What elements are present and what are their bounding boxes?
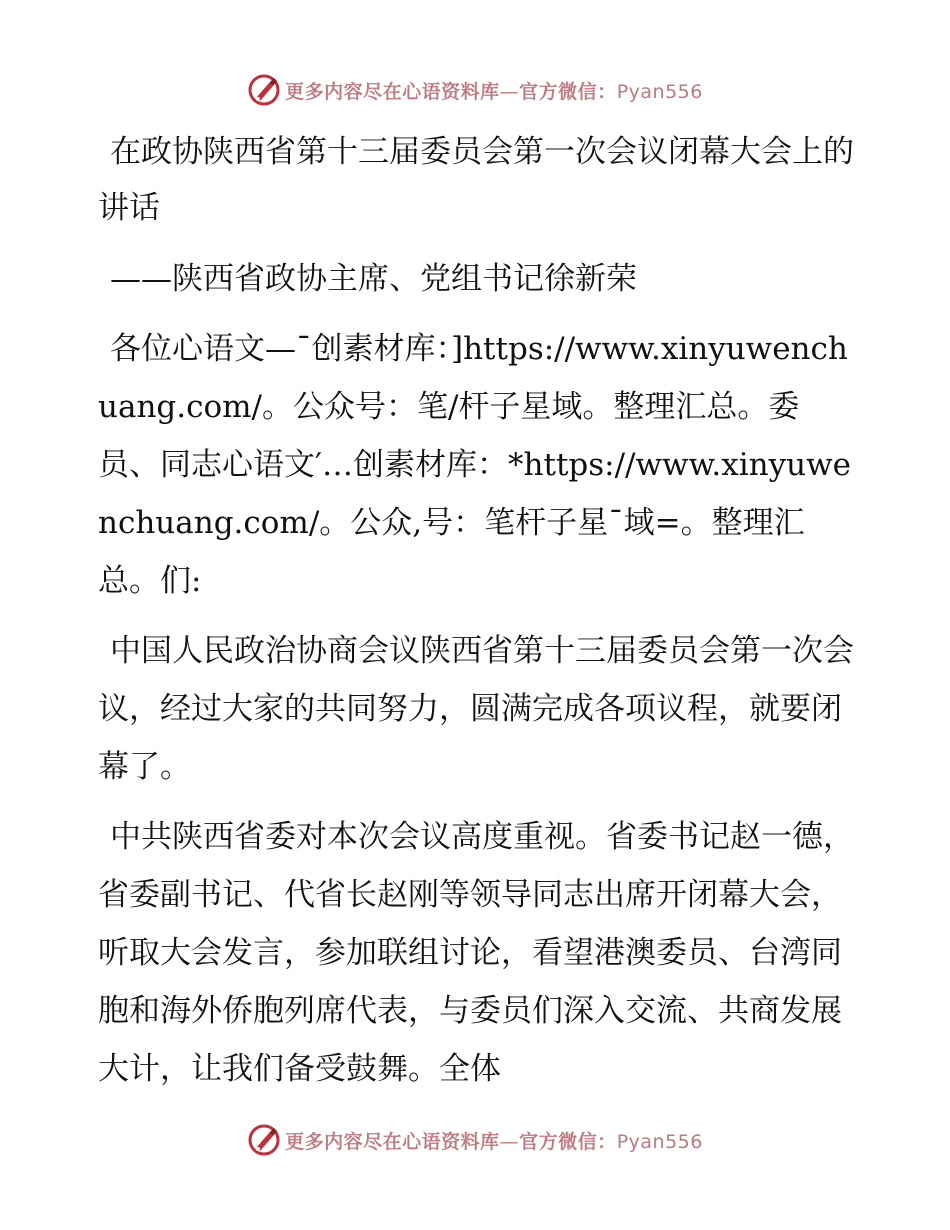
document-title: 在政协陕西省第十三届委员会第一次会议闭幕大会上的讲话 <box>98 134 854 226</box>
banner-site-text: 更多内容尽在心语资料库 <box>285 80 500 103</box>
document-paragraph: 中国人民政治协商会议陕西省第十三届委员会第一次会议，经过大家的共同努力，圆满完成各项议程，就要闭幕了。 <box>98 633 854 785</box>
banner-separator: — <box>499 80 520 103</box>
document-body <box>98 124 854 1110</box>
banner-site-text: 更多内容尽在心语资料库 <box>285 1130 500 1153</box>
footer-watermark-banner <box>0 1120 950 1160</box>
banner-separator: — <box>499 1130 520 1153</box>
pen-logo-icon <box>247 73 281 107</box>
banner-wechat-id: Pyan556 <box>616 1130 703 1153</box>
document-byline: ——陕西省政协主席、党组书记徐新荣 <box>110 261 637 297</box>
banner-text <box>285 77 703 104</box>
header-watermark-banner <box>0 70 950 110</box>
banner-text <box>285 1127 703 1154</box>
banner-wechat-id: Pyan556 <box>616 80 703 103</box>
banner-wechat-label: 官方微信： <box>519 80 617 103</box>
banner-wechat-label: 官方微信： <box>519 1130 617 1153</box>
document-paragraph: 中共陕西省委对本次会议高度重视。省委书记赵一德，省委副书记、代省长赵刚等领导同志出席开闭幕大会，听取大会发言，参加联组讨论，看望港澳委员、台湾同胞和海外侨胞列席代表，与委员们深入交流、共商发展大计，让我们备受鼓舞。全体 <box>98 819 854 1087</box>
document-greeting: 各位心语文—¯创素材库：]https://www.xinyuwenchuang.com/。公众号：笔/杆子星域。整理汇总。委员、同志心语文′…创素材库：*https://www.xinyuwenchuang.com/。公众,号：笔杆子星¯域=。整理汇总。们: <box>98 331 852 599</box>
pen-logo-icon <box>247 1123 281 1157</box>
